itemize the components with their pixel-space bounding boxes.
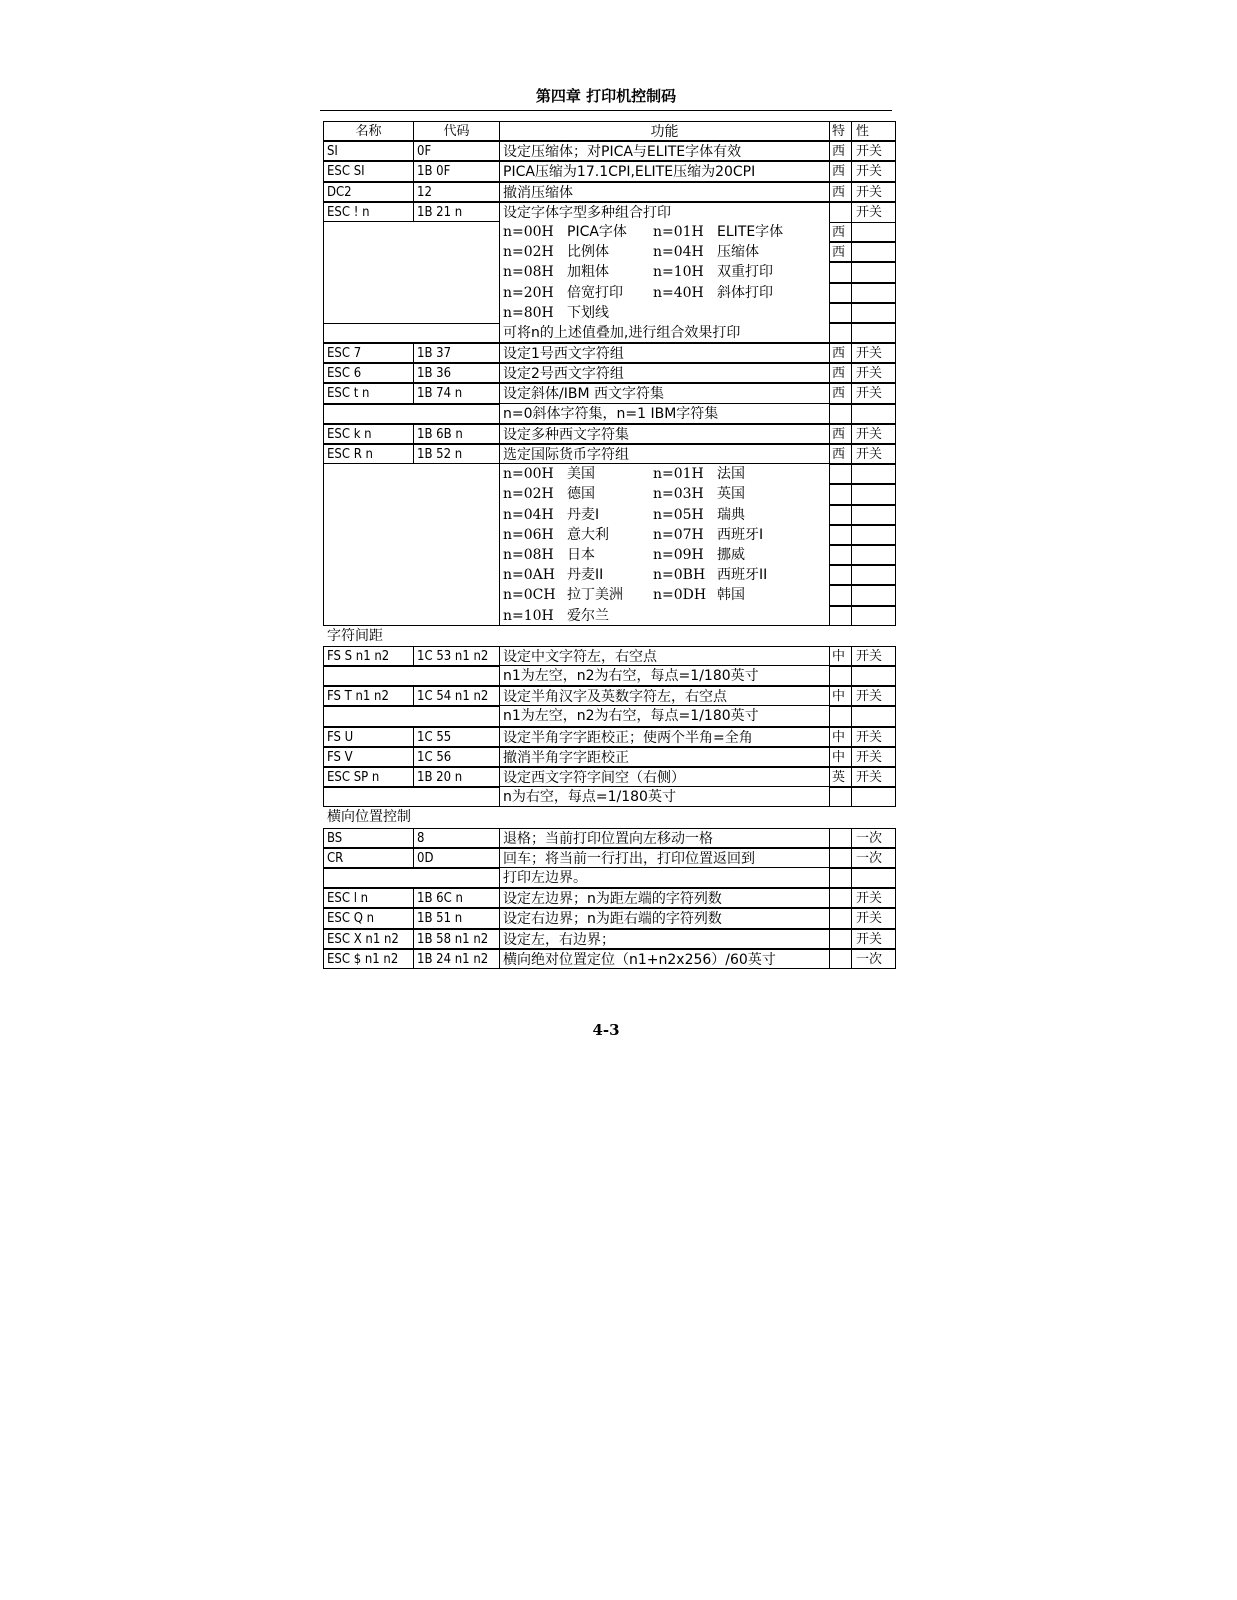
table-row	[323, 747, 896, 767]
cell-function: 选定国际货币字符组	[500, 444, 830, 464]
cell-trait-mode	[852, 787, 896, 807]
cell-code: 1C 53 n1 n2	[414, 646, 500, 666]
cell-name: SI	[323, 141, 414, 161]
cell-trait-mode: 开关	[852, 747, 896, 767]
cell-trait-type	[830, 484, 852, 504]
table-row	[323, 383, 896, 403]
cell-name-empty	[323, 666, 414, 686]
cell-trait-mode: 开关	[852, 908, 896, 928]
cell-name-empty	[323, 262, 414, 282]
cell-function-continued: n为右空，每点=1/180英寸	[500, 787, 830, 807]
option-code: n=07H	[653, 526, 704, 543]
table-row	[323, 949, 896, 969]
cell-function: 设定斜体/IBM 西文字符集	[500, 383, 830, 403]
cell-name-empty	[323, 484, 414, 504]
cell-function-options	[500, 585, 830, 605]
cell-code-empty	[414, 666, 500, 686]
cell-trait-mode: 开关	[852, 929, 896, 949]
cell-trait-mode	[852, 222, 896, 242]
cell-trait-type	[830, 323, 852, 343]
cell-trait-mode	[852, 242, 896, 262]
cell-function-continued: 可将n的上述值叠加,进行组合效果打印	[500, 323, 830, 343]
cell-code-empty	[414, 525, 500, 545]
table-row	[323, 444, 896, 464]
table-row	[323, 484, 896, 504]
cell-trait-type	[830, 545, 852, 565]
table-row	[323, 121, 896, 141]
option-code: n=09H	[653, 546, 704, 563]
cell-trait-mode	[852, 525, 896, 545]
option-label: 双重打印	[717, 264, 773, 281]
table-row	[323, 404, 896, 424]
cell-trait-mode	[852, 283, 896, 303]
cell-code-empty	[414, 565, 500, 585]
section-heading: 横向位置控制	[327, 809, 411, 826]
cell-function: 设定左边界；n为距左端的字符列数	[500, 888, 830, 908]
table-row	[323, 727, 896, 747]
cell-trait-mode: 开关	[852, 202, 896, 222]
cell-code: 0D	[414, 848, 500, 868]
cell-function-options	[500, 303, 830, 323]
option-label: 比例体	[567, 244, 609, 261]
table-row	[323, 545, 896, 565]
table-row	[323, 686, 896, 706]
table-row	[323, 585, 896, 605]
cell-function-continued: n1为左空，n2为右空，每点=1/180英寸	[500, 706, 830, 726]
cell-trait-mode: 开关	[852, 767, 896, 787]
cell-trait-mode	[852, 404, 896, 424]
cell-code-empty	[414, 484, 500, 504]
cell-code-empty	[414, 505, 500, 525]
table-row	[323, 424, 896, 444]
cell-code-empty	[414, 222, 500, 242]
option-label: 瑞典	[717, 506, 745, 523]
cell-name-empty	[323, 303, 414, 323]
cell-trait-mode	[852, 323, 896, 343]
cell-trait-type	[830, 262, 852, 282]
cell-trait-type: 西	[830, 343, 852, 363]
cell-name: ESC SI	[323, 161, 414, 181]
cell-trait-type: 西	[830, 242, 852, 262]
cell-trait-mode	[852, 303, 896, 323]
option-label: 德国	[567, 486, 595, 503]
table-row	[323, 363, 896, 383]
cell-trait-mode: 开关	[852, 363, 896, 383]
table-row	[323, 606, 896, 626]
page-title: 第四章 打印机控制码	[535, 87, 677, 105]
option-code: n=40H	[653, 284, 704, 301]
cell-function: 设定1号西文字符组	[500, 343, 830, 363]
option-label: 英国	[717, 486, 745, 503]
cell-code-empty	[414, 283, 500, 303]
table-row	[323, 868, 896, 888]
header-name: 名称	[323, 121, 414, 141]
option-code: n=04H	[653, 244, 704, 261]
control-code-table	[323, 121, 896, 969]
cell-function-options	[500, 525, 830, 545]
cell-code-empty	[414, 706, 500, 726]
cell-code: 1B 74 n	[414, 383, 500, 403]
cell-function: PICA压缩为17.1CPI,ELITE压缩为20CPI	[500, 161, 830, 181]
table-row	[323, 202, 896, 222]
cell-trait-mode	[852, 262, 896, 282]
option-code: n=0AH	[503, 567, 555, 584]
table-row	[323, 141, 896, 161]
cell-trait-mode: 开关	[852, 646, 896, 666]
cell-code-empty	[414, 606, 500, 626]
option-label: 韩国	[717, 587, 745, 604]
cell-trait-type	[830, 888, 852, 908]
cell-code-empty	[414, 404, 500, 424]
option-label: ELITE字体	[717, 223, 784, 240]
cell-name: ESC k n	[323, 424, 414, 444]
table-row	[323, 525, 896, 545]
cell-trait-type	[830, 606, 852, 626]
cell-code: 1B 20 n	[414, 767, 500, 787]
cell-trait-type	[830, 464, 852, 484]
cell-trait-type	[830, 666, 852, 686]
cell-code-empty	[414, 323, 500, 343]
cell-name-empty	[323, 242, 414, 262]
cell-trait-type	[830, 404, 852, 424]
cell-name-empty	[323, 545, 414, 565]
cell-function: 设定半角汉字及英数字符左，右空点	[500, 686, 830, 706]
cell-name: ESC 6	[323, 363, 414, 383]
table-row	[323, 182, 896, 202]
cell-function-options	[500, 464, 830, 484]
option-label: 挪威	[717, 546, 745, 563]
cell-code-empty	[414, 585, 500, 605]
option-label: 倍宽打印	[567, 284, 623, 301]
option-code: n=05H	[653, 506, 704, 523]
cell-trait-mode: 开关	[852, 141, 896, 161]
cell-name-empty	[323, 787, 414, 807]
option-code: n=08H	[503, 264, 554, 281]
cell-code: 1C 56	[414, 747, 500, 767]
cell-code: 1B 21 n	[414, 202, 500, 222]
cell-name-empty	[323, 868, 414, 888]
cell-trait-type: 西	[830, 363, 852, 383]
cell-function: 设定中文字符左，右空点	[500, 646, 830, 666]
cell-code-empty	[414, 464, 500, 484]
cell-code: 12	[414, 182, 500, 202]
header-trait-2: 性	[852, 121, 896, 141]
cell-name-empty	[323, 404, 414, 424]
cell-trait-type: 西	[830, 424, 852, 444]
cell-function: 退格；当前打印位置向左移动一格	[500, 828, 830, 848]
cell-name: ESC SP n	[323, 767, 414, 787]
cell-trait-mode: 开关	[852, 686, 896, 706]
cell-trait-type: 西	[830, 141, 852, 161]
cell-function-options	[500, 262, 830, 282]
option-code: n=10H	[653, 264, 704, 281]
cell-name: CR	[323, 848, 414, 868]
cell-function-options	[500, 565, 830, 585]
table-row	[323, 908, 896, 928]
cell-trait-type	[830, 949, 852, 969]
table-row	[323, 646, 896, 666]
cell-code: 8	[414, 828, 500, 848]
option-code: n=02H	[503, 486, 554, 503]
cell-trait-mode: 开关	[852, 383, 896, 403]
option-label: 下划线	[567, 304, 609, 321]
cell-trait-mode: 开关	[852, 424, 896, 444]
cell-function-continued: n1为左空，n2为右空，每点=1/180英寸	[500, 666, 830, 686]
cell-trait-type	[830, 585, 852, 605]
cell-function: 设定字体字型多种组合打印	[500, 202, 830, 222]
option-label: 爱尔兰	[567, 607, 609, 624]
header-trait-1: 特	[830, 121, 852, 141]
option-code: n=20H	[503, 284, 554, 301]
table-row	[323, 283, 896, 303]
cell-code: 0F	[414, 141, 500, 161]
cell-name: ESC t n	[323, 383, 414, 403]
cell-function-options	[500, 606, 830, 626]
cell-trait-type	[830, 565, 852, 585]
cell-function: 设定多种西文字符集	[500, 424, 830, 444]
cell-trait-mode: 开关	[852, 182, 896, 202]
cell-trait-mode: 开关	[852, 343, 896, 363]
cell-function-options	[500, 242, 830, 262]
cell-code-empty	[414, 545, 500, 565]
cell-trait-type: 西	[830, 383, 852, 403]
cell-trait-mode	[852, 484, 896, 504]
cell-trait-mode	[852, 565, 896, 585]
cell-code: 1C 55	[414, 727, 500, 747]
page-number: 4-3	[592, 1021, 620, 1039]
cell-trait-type: 中	[830, 646, 852, 666]
option-code: n=00H	[503, 223, 554, 240]
cell-code: 1B 51 n	[414, 908, 500, 928]
header-code: 代码	[414, 121, 500, 141]
cell-code-empty	[414, 303, 500, 323]
table-row	[323, 242, 896, 262]
option-label: 法国	[717, 466, 745, 483]
table-row	[323, 161, 896, 181]
title-rule	[320, 110, 892, 111]
cell-function-options	[500, 484, 830, 504]
cell-name: DC2	[323, 182, 414, 202]
cell-trait-type	[830, 525, 852, 545]
cell-name: ESC $ n1 n2	[323, 949, 414, 969]
cell-trait-mode	[852, 666, 896, 686]
section-heading-row	[323, 807, 896, 827]
table-row	[323, 888, 896, 908]
option-label: 美国	[567, 466, 595, 483]
cell-trait-type: 中	[830, 727, 852, 747]
cell-function: 撤消半角字字距校正	[500, 747, 830, 767]
cell-name-empty	[323, 505, 414, 525]
cell-name: ESC X n1 n2	[323, 929, 414, 949]
cell-trait-mode	[852, 606, 896, 626]
cell-trait-mode	[852, 868, 896, 888]
cell-trait-mode: 开关	[852, 727, 896, 747]
cell-trait-type: 西	[830, 161, 852, 181]
section-heading-row	[323, 626, 896, 646]
cell-function: 设定西文字符字间空（右侧）	[500, 767, 830, 787]
option-code: n=03H	[653, 486, 704, 503]
cell-function: 设定半角字字距校正；使两个半角=全角	[500, 727, 830, 747]
option-code: n=0DH	[653, 587, 707, 604]
cell-name: ESC l n	[323, 888, 414, 908]
cell-function-options	[500, 222, 830, 242]
cell-trait-mode: 开关	[852, 444, 896, 464]
cell-trait-type	[830, 303, 852, 323]
cell-function-continued: 打印左边界。	[500, 868, 830, 888]
cell-name: FS S n1 n2	[323, 646, 414, 666]
cell-trait-mode	[852, 545, 896, 565]
cell-code: 1B 36	[414, 363, 500, 383]
cell-code: 1B 6B n	[414, 424, 500, 444]
option-code: n=0CH	[503, 587, 556, 604]
table-row	[323, 303, 896, 323]
table-row	[323, 929, 896, 949]
cell-trait-mode: 一次	[852, 949, 896, 969]
cell-name-empty	[323, 606, 414, 626]
cell-trait-type	[830, 283, 852, 303]
cell-code: 1B 52 n	[414, 444, 500, 464]
option-code: n=10H	[503, 607, 554, 624]
cell-code: 1B 58 n1 n2	[414, 929, 500, 949]
option-code: n=01H	[653, 466, 704, 483]
table-row	[323, 505, 896, 525]
cell-name: ESC 7	[323, 343, 414, 363]
table-row	[323, 323, 896, 343]
option-label: 意大利	[567, 526, 609, 543]
cell-trait-type	[830, 848, 852, 868]
cell-name-empty	[323, 464, 414, 484]
cell-code-empty	[414, 262, 500, 282]
section-heading: 字符间距	[327, 627, 383, 644]
cell-trait-type: 西	[830, 222, 852, 242]
cell-function-continued: n=0斜体字符集，n=1 IBM字符集	[500, 404, 830, 424]
option-label: 加粗体	[567, 264, 609, 281]
table-row	[323, 706, 896, 726]
option-label: 丹麦I	[567, 506, 600, 523]
option-code: n=04H	[503, 506, 554, 523]
table-row	[323, 464, 896, 484]
cell-trait-mode: 一次	[852, 828, 896, 848]
cell-function: 设定2号西文字符组	[500, 363, 830, 383]
cell-code: 1C 54 n1 n2	[414, 686, 500, 706]
cell-trait-type	[830, 202, 852, 222]
cell-code: 1B 6C n	[414, 888, 500, 908]
option-label: 丹麦II	[567, 567, 604, 584]
cell-trait-type	[830, 828, 852, 848]
table-row	[323, 343, 896, 363]
cell-trait-mode	[852, 585, 896, 605]
table-row	[323, 262, 896, 282]
cell-name-empty	[323, 283, 414, 303]
cell-trait-type: 英	[830, 767, 852, 787]
table-row	[323, 666, 896, 686]
cell-function-options	[500, 283, 830, 303]
cell-function: 设定右边界；n为距右端的字符列数	[500, 908, 830, 928]
cell-code-empty	[414, 242, 500, 262]
option-code: n=01H	[653, 223, 704, 240]
option-code: n=06H	[503, 526, 554, 543]
cell-trait-type	[830, 787, 852, 807]
cell-name-empty	[323, 222, 414, 242]
cell-code-empty	[414, 868, 500, 888]
cell-code: 1B 24 n1 n2	[414, 949, 500, 969]
cell-name-empty	[323, 585, 414, 605]
cell-name-empty	[323, 706, 414, 726]
cell-name: BS	[323, 828, 414, 848]
table-row	[323, 767, 896, 787]
option-label: PICA字体	[567, 223, 627, 240]
table-row	[323, 222, 896, 242]
cell-trait-type	[830, 868, 852, 888]
cell-name: ESC R n	[323, 444, 414, 464]
cell-code: 1B 37	[414, 343, 500, 363]
cell-trait-mode	[852, 464, 896, 484]
option-code: n=02H	[503, 244, 554, 261]
option-label: 日本	[567, 546, 595, 563]
cell-name-empty	[323, 525, 414, 545]
cell-code-empty	[414, 787, 500, 807]
cell-function: 横向绝对位置定位（n1+n2x256）/60英寸	[500, 949, 830, 969]
cell-trait-type: 中	[830, 686, 852, 706]
cell-function: 撤消压缩体	[500, 182, 830, 202]
option-label: 压缩体	[717, 244, 759, 261]
option-code: n=00H	[503, 466, 554, 483]
cell-code: 1B 0F	[414, 161, 500, 181]
cell-trait-mode: 开关	[852, 161, 896, 181]
cell-function: 设定左，右边界；	[500, 929, 830, 949]
option-code: n=0BH	[653, 567, 706, 584]
cell-trait-type	[830, 908, 852, 928]
cell-trait-type	[830, 505, 852, 525]
cell-function-options	[500, 545, 830, 565]
cell-name: FS T n1 n2	[323, 686, 414, 706]
cell-name: ESC ! n	[323, 202, 414, 222]
table-row	[323, 848, 896, 868]
table-row	[323, 787, 896, 807]
cell-name-empty	[323, 323, 414, 343]
cell-trait-type: 西	[830, 182, 852, 202]
option-label: 西班牙I	[717, 526, 764, 543]
cell-name: ESC Q n	[323, 908, 414, 928]
cell-trait-mode: 一次	[852, 848, 896, 868]
cell-function: 设定压缩体；对PICA与ELITE字体有效	[500, 141, 830, 161]
cell-trait-mode	[852, 505, 896, 525]
option-code: n=08H	[503, 546, 554, 563]
option-label: 拉丁美洲	[567, 587, 623, 604]
cell-trait-mode	[852, 706, 896, 726]
option-code: n=80H	[503, 304, 554, 321]
cell-trait-type: 西	[830, 444, 852, 464]
option-label: 西班牙II	[717, 567, 768, 584]
cell-name-empty	[323, 565, 414, 585]
table-row	[323, 565, 896, 585]
cell-trait-mode: 开关	[852, 888, 896, 908]
cell-name: FS U	[323, 727, 414, 747]
cell-function-options	[500, 505, 830, 525]
cell-name: FS V	[323, 747, 414, 767]
cell-trait-type	[830, 706, 852, 726]
table-row	[323, 828, 896, 848]
cell-function: 回车；将当前一行打出，打印位置返回到	[500, 848, 830, 868]
cell-trait-type	[830, 929, 852, 949]
option-label: 斜体打印	[717, 284, 773, 301]
header-function: 功能	[500, 121, 830, 141]
cell-trait-type: 中	[830, 747, 852, 767]
